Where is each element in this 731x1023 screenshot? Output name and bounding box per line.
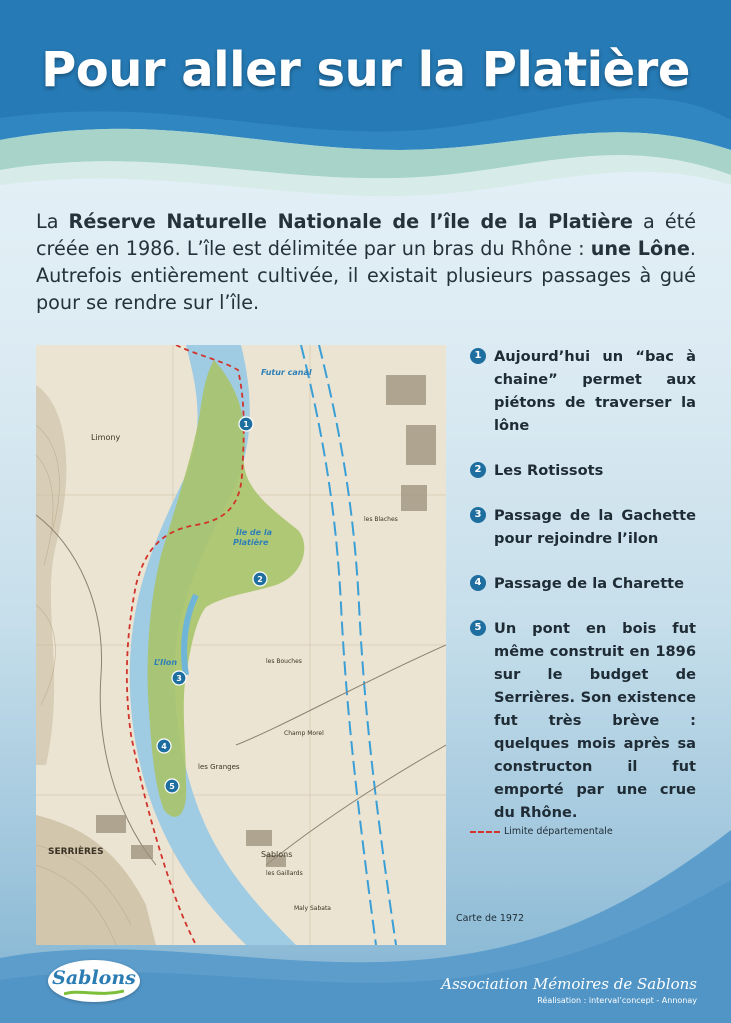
label-maly-sabata: Maly Sabata <box>294 905 331 912</box>
historic-map <box>36 345 446 945</box>
legend-item-1 <box>470 345 696 437</box>
label-sablons: Sablons <box>261 850 293 859</box>
credit-line: Réalisation : interval’concept - Annonay <box>537 996 697 1005</box>
legend-item-5 <box>470 617 696 824</box>
label-champ-morel: Champ Morel <box>284 730 324 737</box>
svg-text:1: 1 <box>243 420 249 429</box>
svg-text:4: 4 <box>161 742 167 751</box>
legend-text-4: Passage de la Charette <box>494 575 685 592</box>
marker-number-5: 5 <box>470 620 486 636</box>
svg-text:5: 5 <box>169 782 175 791</box>
map-date-caption: Carte de 1972 <box>456 913 525 924</box>
legend-text-3: Passage de la Gachette pour rejoindre l’ilon <box>494 507 696 547</box>
department-limit-label: Limite départementale <box>504 826 613 837</box>
legend-list <box>470 345 696 846</box>
label-lilon: L’Ilon <box>154 658 178 667</box>
sablons-logo <box>48 960 140 1002</box>
legend-item-4 <box>470 572 696 595</box>
association-name: Association Mémoires de Sablons <box>441 975 697 993</box>
legend-item-2 <box>470 459 696 482</box>
label-serrieres: SERRIÈRES <box>48 847 104 857</box>
logo-swoosh-icon <box>64 988 124 998</box>
label-les-granges: les Granges <box>198 763 240 771</box>
department-limit-legend <box>470 826 613 837</box>
map-marker-5 <box>165 779 179 793</box>
label-ile-platiere-1: Île de la <box>236 528 273 537</box>
label-les-blaches: les Blaches <box>364 516 398 523</box>
logo-text: Sablons <box>52 967 136 989</box>
label-futur-canal: Futur canal <box>261 368 312 377</box>
map-marker-1 <box>239 417 253 431</box>
map-marker-2 <box>253 572 267 586</box>
marker-number-1: 1 <box>470 348 486 364</box>
legend-text-2: Les Rotissots <box>494 462 604 479</box>
map-marker-3 <box>172 671 186 685</box>
page-title: Pour aller sur la Platière <box>41 42 690 98</box>
svg-text:2: 2 <box>257 575 263 584</box>
legend-item-3 <box>470 504 696 550</box>
label-les-bouches: les Bouches <box>266 658 302 665</box>
marker-number-3: 3 <box>470 507 486 523</box>
marker-number-2: 2 <box>470 462 486 478</box>
label-limony: Limony <box>91 433 121 442</box>
marker-number-4: 4 <box>470 575 486 591</box>
label-ile-platiere-2: Platière <box>233 538 269 547</box>
legend-text-5: Un pont en bois fut même construit en 1896 sur le budget de Serrières. Son existence fut très brève : quelques mois après sa constructon il fut emporté par une crue du Rhône. <box>494 620 696 821</box>
map-marker-4 <box>157 739 171 753</box>
red-dash-icon <box>470 831 500 833</box>
intro-paragraph: La Réserve Naturelle Nationale de l’île de la Platière a été créée en 1986. L’île est délimitée par un bras du Rhône : une Lône. Autrefois entièrement cultivée, il existait plusieurs passages à gué pour se rendre sur l’île. <box>36 210 697 314</box>
label-les-gaillards: les Gaillards <box>266 870 303 877</box>
legend-text-1: Aujourd’hui un “bac à chaine” permet aux piétons de traverser la lône <box>494 348 696 434</box>
svg-text:3: 3 <box>176 674 182 683</box>
